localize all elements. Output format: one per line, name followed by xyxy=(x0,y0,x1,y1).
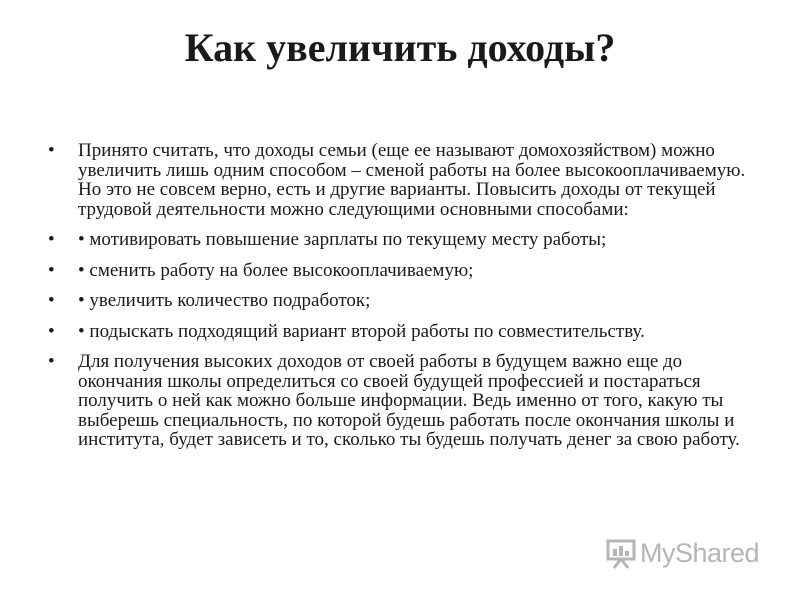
bullet-dot: • xyxy=(48,140,55,161)
bullet-text: Для получения высоких доходов от своей работы в будущем важно еще до окончания школы определиться со своей будущей профессией и постараться получить о ней как можно больше информации. Ведь именно от того, какую ты выберешь специальность, по которой будешь работать после окончания школы и института, будет зависеть и то, сколько ты будешь получать денег за свою работу. xyxy=(78,351,740,450)
bullet-text: • мотивировать повышение зарплаты по текущему месту работы; xyxy=(78,229,607,250)
bullet-dot: • xyxy=(48,290,55,311)
bullet-dot: • xyxy=(48,351,55,372)
bullet-list xyxy=(48,141,768,461)
bullet-text: Принято считать, что доходы семьи (еще ее называют домохозяйством) можно увеличить лишь одним способом – сменой работы на более высокооплачиваемую. Но это не совсем верно, есть и другие варианты. Повысить доходы от текущей трудовой деятельности можно следующими основными способами: xyxy=(78,140,746,220)
bullet-item xyxy=(48,291,768,311)
bullet-dot: • xyxy=(48,320,55,342)
bullet-item xyxy=(48,230,768,250)
presentation-board-icon xyxy=(606,537,636,569)
bullet-item xyxy=(48,141,768,219)
bullet-text: • увеличить количество подработок; xyxy=(78,290,371,311)
myshared-watermark xyxy=(606,536,759,570)
bullet-text: • сменить работу на более высокооплачиваемую; xyxy=(78,259,474,281)
bullet-text: • подыскать подходящий вариант второй работы по совместительству. xyxy=(78,320,645,342)
bullet-item xyxy=(48,352,768,450)
bullet-item xyxy=(48,322,768,342)
bullet-dot: • xyxy=(48,229,55,250)
slide-title: Как увеличить доходы? xyxy=(184,25,616,70)
watermark-text: MyShared xyxy=(640,537,760,568)
bullet-dot: • xyxy=(48,259,55,281)
bullet-item xyxy=(48,261,768,281)
